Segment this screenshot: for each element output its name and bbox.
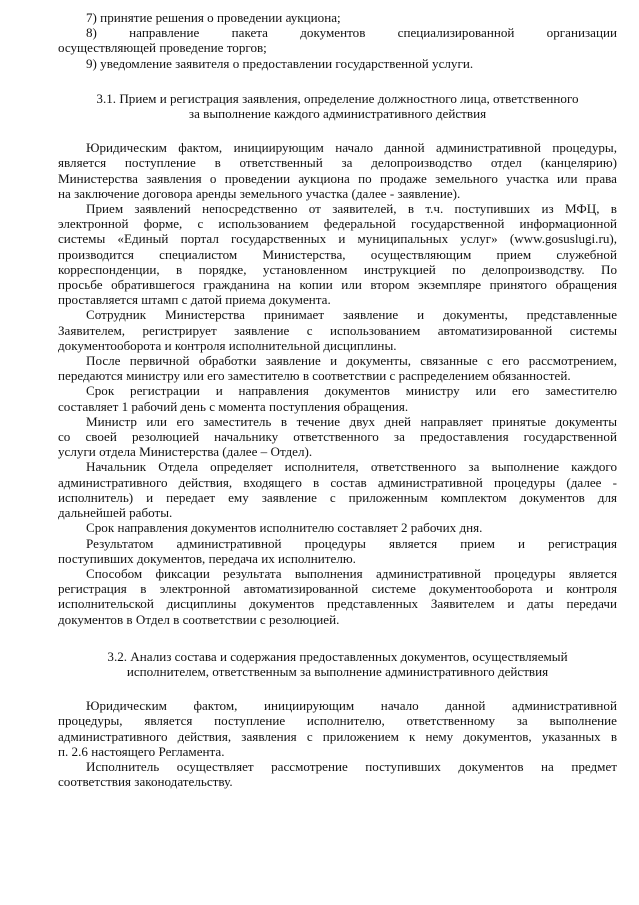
paragraph-line: Сотрудник Министерства принимает заявление и документы, представленные [86, 307, 617, 323]
list-item-7: 7) принятие решения о проведении аукциона; [86, 10, 341, 25]
paragraph-line: процедуры, является поступление исполнителю, ответственному за выполнение [58, 713, 617, 729]
paragraph-line: исполнительской дисциплины документов представленных Заявителем и даты передачи [58, 596, 617, 612]
paragraph-line: Способом фиксации результата выполнения административной процедуры является [86, 565, 617, 581]
paragraph-line: дальнейшей работы. [58, 505, 173, 521]
list-item-8-word: документов [300, 25, 366, 41]
list-item-8-word: пакета [231, 25, 268, 41]
section-3-2-title-line2: исполнителем, ответственным за выполнение административного действия [126, 663, 549, 679]
paragraph-line: соответствия законодательству. [58, 774, 233, 790]
paragraph [58, 140, 617, 201]
paragraph-line: п. 2.6 настоящего Регламента. [58, 743, 225, 759]
paragraph-line: является поступление в ответственный за делопроизводство отдел (канцелярию) [58, 155, 617, 171]
paragraph-line: Срок регистрации и направления документов министру или его заместителю [86, 383, 617, 399]
list-item-8-word: 8) [86, 25, 97, 41]
paragraph-line: Юридическим фактом, инициирующим начало данной административной [86, 698, 617, 714]
paragraph [58, 414, 617, 460]
paragraph [58, 201, 617, 307]
paragraph-line: документооборота и контроля исполнительной дисциплины. [58, 337, 397, 353]
paragraph [58, 698, 617, 759]
list-item-9: 9) уведомление заявителя о предоставлении государственной услуги. [86, 55, 474, 71]
section-3-2-title [58, 649, 617, 679]
section-3-1-title [58, 91, 617, 121]
paragraph-line: поступивших документов, передача их исполнителю. [58, 550, 356, 566]
paragraph [58, 536, 617, 566]
paragraph-line: Министр или его заместитель в течение двух дней направляет принятые документы [86, 413, 617, 429]
paragraph [58, 353, 617, 383]
paragraph-line: корреспонденции, в порядке, установленном инструкцией по делопроизводству. По [58, 261, 617, 277]
paragraph-line: Исполнитель осуществляет рассмотрение поступивших документов на предмет [86, 758, 617, 774]
paragraph-line: проставляется штамп с датой приема документа. [58, 292, 331, 308]
list-item-8-continuation: осуществляющей проведение торгов; [58, 40, 267, 56]
paragraph-line: исполнитель) и передает ему заявление с приложенным комплектом документов для [58, 489, 617, 505]
paragraph-line: просьбе обратившегося гражданина на копии или втором экземпляре принятого обращения [58, 277, 617, 293]
paragraph-line: Результатом административной процедуры является прием и регистрация [86, 535, 617, 551]
paragraph-line: документов в Отдел в соответствии с резолюцией. [58, 611, 340, 627]
list-item-8-word: направление [129, 25, 200, 41]
paragraph-line: Начальник Отдела определяет исполнителя, ответственного за выполнение каждого [86, 459, 617, 475]
paragraph [58, 566, 617, 627]
procedure-list-cont [58, 56, 617, 71]
paragraph [58, 459, 617, 520]
paragraph-line: Срок направления документов исполнителю составляет 2 рабочих дня. [86, 520, 483, 536]
paragraph-line: на заключение договора аренды земельного участка (далее - заявление). [58, 185, 461, 201]
paragraph-line: Министерства заявления о проведении аукциона по продаже земельного участка или права [58, 170, 617, 186]
paragraph-line: регистрация в электронной автоматизированной системе документооборота и контроля [58, 581, 617, 597]
paragraph-line: передаются министру или его заместителю в соответствии с распределением обязанностей. [58, 368, 571, 384]
procedure-list [58, 10, 617, 40]
paragraph [58, 383, 617, 413]
paragraph-line: производится специалистом Министерства, осуществляющим прием служебной [58, 246, 617, 262]
list-item-8-word: организации [546, 25, 617, 41]
paragraph-line: со своей резолюцией начальнику ответственного за предоставления государственной [58, 429, 617, 445]
section-3-1-body [58, 140, 617, 627]
list-item-8 [86, 25, 617, 40]
section-3-2-title-line1: 3.2. Анализ состава и содержания предоставленных документов, осуществляемый [107, 648, 568, 664]
paragraph-line: Заявителем, регистрирует заявление с использованием автоматизированной системы [58, 322, 617, 338]
paragraph-line: административного действия, входящего в состав административной процедуры (далее - [58, 474, 617, 490]
paragraph-line: системы «Единый портал государственных и муниципальных услуг» (www.gosuslugi.ru), [58, 231, 617, 247]
paragraph-line: Прием заявлений непосредственно от заявителей, в т.ч. поступивших из МФЦ, в [86, 201, 617, 217]
section-3-1-title-line1: 3.1. Прием и регистрация заявления, определение должностного лица, ответственного [96, 90, 579, 106]
paragraph [58, 759, 617, 789]
paragraph-line: Юридическим фактом, инициирующим начало данной административной процедуры, [86, 140, 617, 156]
paragraph-line: административного действия, заявления с приложением к нему документов, указанных в [58, 728, 617, 744]
list-item-8-word: специализированной [397, 25, 515, 41]
paragraph-line: услуги отдела Министерства (далее – Отдел). [58, 444, 313, 460]
section-3-2-body [58, 698, 617, 789]
paragraph [58, 520, 617, 535]
paragraph-line: электронной форме, с использованием федеральной государственной информационной [58, 216, 617, 232]
paragraph-line: После первичной обработки заявление и документы, связанные с его рассмотрением, [86, 353, 617, 369]
section-3-1-title-line2: за выполнение каждого административного действия [188, 106, 487, 122]
paragraph [58, 307, 617, 353]
paragraph-line: составляет 1 рабочий день с момента поступления обращения. [58, 398, 409, 414]
